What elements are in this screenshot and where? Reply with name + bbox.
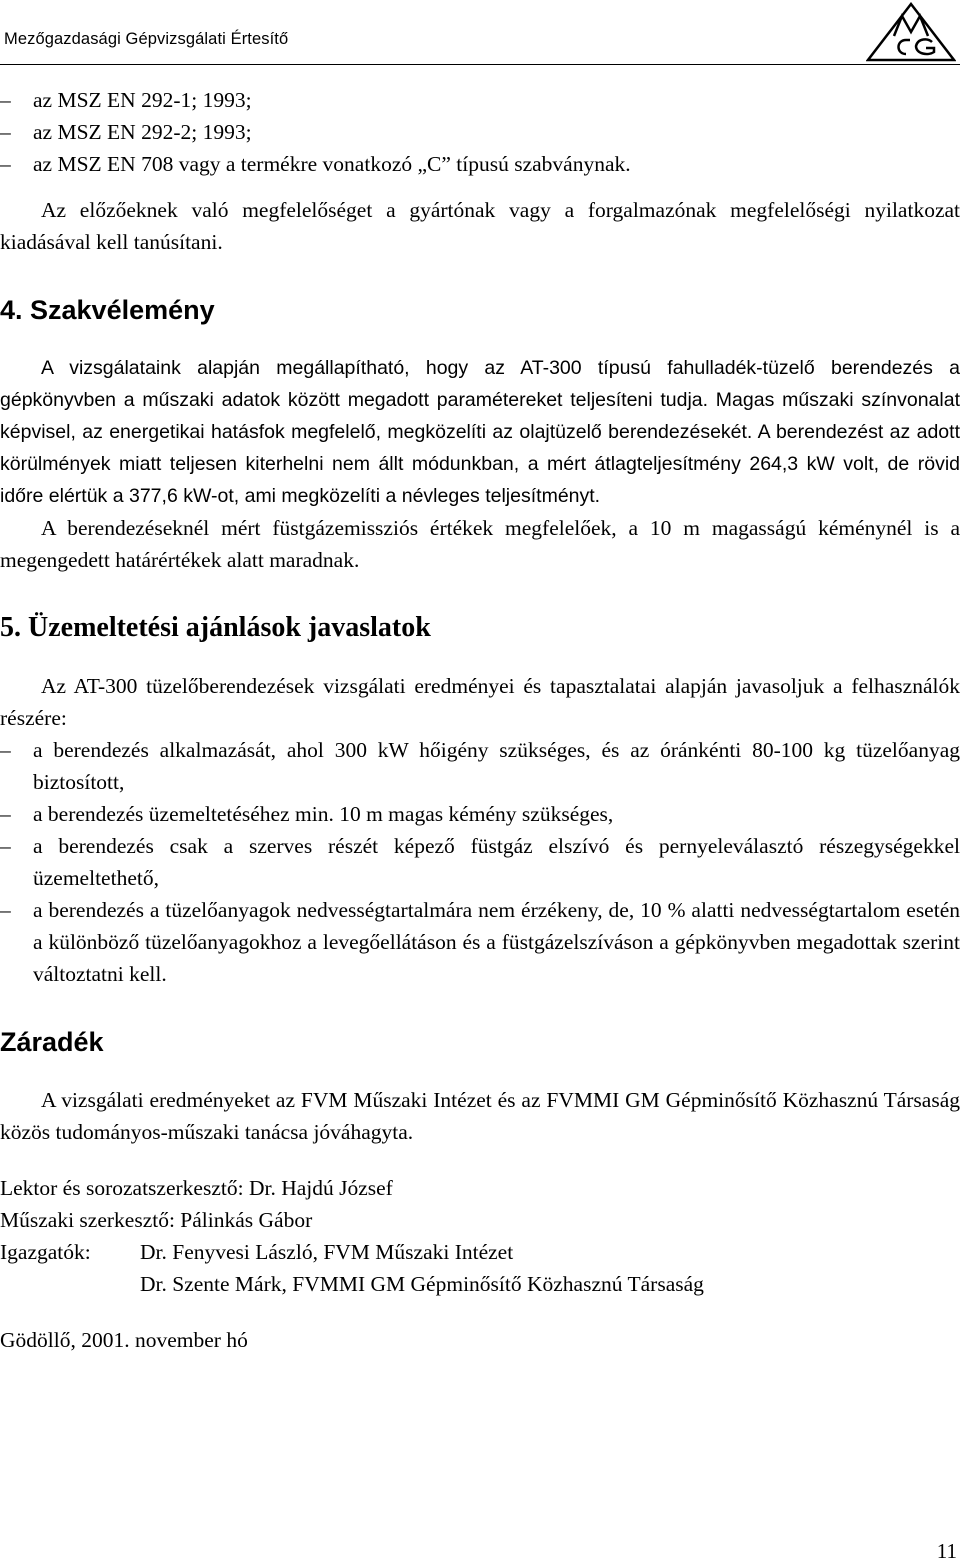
lector-line: Lektor és sorozatszerkesztő: Dr. Hajdú József [0, 1176, 393, 1200]
director-name: Dr. Fenyvesi László, FVM Műszaki Intézet [140, 1240, 514, 1264]
list-item: – az MSZ EN 292-1; 1993; [0, 84, 960, 116]
mgi-triangle-logo [866, 2, 956, 62]
section4-paragraph: A vizsgálataink alapján megállapítható, hogy az AT-300 típusú fahulladék-tüzelő berendezés a gépkönyvben a műszaki adatok között megadott paramétereket teljesíteni tudja. Magas műszaki színvonalat képvisel, az energetikai hatásfok megfelelő, megközelíti az olajtüzelő berendezésekét. A berendezést az adott körülmények miatt teljesen kiterhelni nem állt módunkban, a mért átlagteljesítmény 264,3 kW volt, de rövid időre elértük a 377,6 kW-ot, ami megközelíti a névleges teljesítményt. [0, 357, 960, 507]
header-rule [0, 64, 960, 65]
section-heading: 5. Üzemeltetési ajánlások javaslatok [0, 612, 431, 643]
list-item: – az MSZ EN 292-2; 1993; [0, 116, 960, 148]
directors-label: Igazgatók: [0, 1240, 91, 1264]
recommendations-list [0, 734, 960, 990]
standards-list [0, 84, 960, 180]
page-number: 11 [936, 1539, 957, 1563]
list-item: – az MSZ EN 708 vagy a termékre vonatkozó „C” típusú szabványnak. [0, 148, 960, 180]
list-item: – a berendezés csak a szerves részét képező füstgáz elszívó és pernyeleválasztó részegységekkel üzemeltethető, [0, 830, 960, 894]
directors-row [0, 1236, 960, 1268]
list-item: – a berendezés a tüzelőanyagok nedvességtartalmára nem érzékeny, de, 10 % alatti nedvességtartalom esetén a különböző tüzelőanyagokhoz a levegőellátáson és a füstgázelszíváson a gépkönyvben megadottak szerint változtatni kell. [0, 894, 960, 990]
credits [0, 1172, 960, 1300]
document-body [0, 84, 960, 1356]
section-heading: Záradék [0, 1027, 104, 1057]
section-heading: 4. Szakvélemény [0, 295, 215, 325]
director-name: Dr. Szente Márk, FVMMI GM Gépminősítő Közhasznú Társaság [140, 1272, 704, 1296]
zaradek-paragraph: A vizsgálati eredményeket az FVM Műszaki Intézet és az FVMMI GM Gépminősítő Közhasznú Társaság közös tudományos-műszaki tanácsa jóváhagyta. [0, 1088, 960, 1144]
conformity-paragraph: Az előzőeknek való megfelelőséget a gyártónak vagy a forgalmazónak megfelelőségi nyilatkozat kiadásával kell tanúsítani. [0, 198, 960, 254]
journal-title: Mezőgazdasági Gépvizsgálati Értesítő [4, 30, 289, 48]
place-date: Gödöllő, 2001. november hó [0, 1328, 248, 1352]
list-item: – a berendezés üzemeltetéséhez min. 10 m magas kémény szükséges, [0, 798, 960, 830]
list-item: – a berendezés alkalmazását, ahol 300 kW hőigény szükséges, és az óránkénti 80-100 kg tüzelőanyag biztosított, [0, 734, 960, 798]
section4-paragraph: A berendezéseknél mért füstgázemissziós értékek megfelelőek, a 10 m magasságú kéménynél is a megengedett határértékek alatt maradnak. [0, 516, 960, 572]
technical-editor-line: Műszaki szerkesztő: Pálinkás Gábor [0, 1208, 313, 1232]
directors-row [0, 1268, 960, 1300]
section5-intro: Az AT-300 tüzelőberendezések vizsgálati eredményei és tapasztalatai alapján javasoljuk a felhasználók részére: [0, 674, 960, 730]
